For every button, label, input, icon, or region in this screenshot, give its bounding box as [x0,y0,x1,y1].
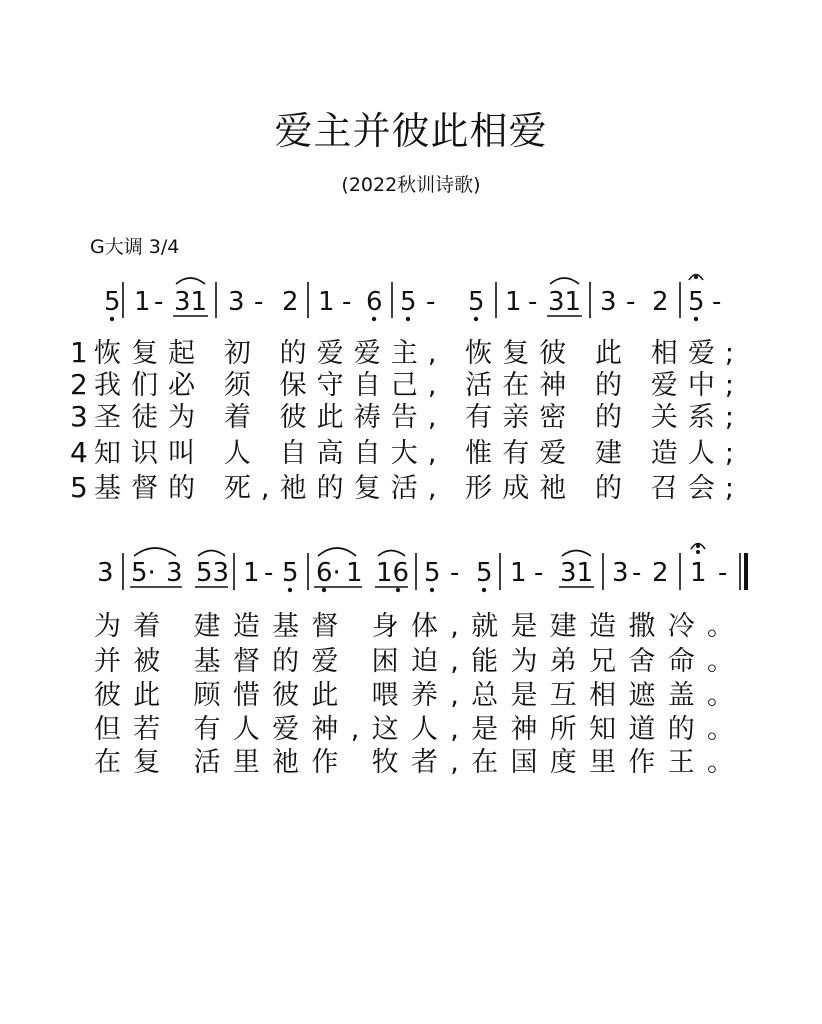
low-octave-dot [288,588,292,592]
note: 1 [318,287,335,317]
note: 3 [166,558,183,588]
note: 5 [400,287,417,317]
low-octave-dot [430,588,434,592]
low-octave-dot [694,317,698,321]
note: 1 [510,558,527,588]
fermata-dot [694,275,698,279]
fermata-dot [696,550,700,554]
note-dash: - [450,558,460,588]
low-octave-dot [372,317,376,321]
note: 6 [366,287,383,317]
note: 5 [468,287,485,317]
note: 3 [97,558,114,588]
song-title: 爱主并彼此相爱 [274,109,548,153]
low-octave-dot [474,317,478,321]
note-group: 31 [174,287,208,317]
note-dash: - [626,287,636,317]
lyric-line: 彼此 顾惜彼此 喂养,总是互相遮盖。 [94,680,734,711]
note: 2 [652,558,669,588]
note: 2 [652,287,669,317]
note-dash: - [528,287,538,317]
note-group: 31 [560,558,594,588]
verse-number: 1 [70,336,88,369]
lyric-line: 知识叫 人 自高自大, 惟有爱 建 造人; [94,438,734,469]
verse-number: 2 [70,368,88,401]
lyric-line: 并被 基督的爱 困迫,能为弟兄舍命。 [94,646,734,677]
lyric-line: 在复 活里祂作 牧者,在国度里作王。 [94,747,734,778]
lyrics-line-1 [70,336,734,504]
note: 5 [476,558,493,588]
note-dash: - [254,287,264,317]
high-octave-dot [696,544,700,548]
key-time-signature: G大调 3/4 [90,236,180,258]
note-dash: - [154,287,164,317]
note: 2 [282,287,299,317]
notation-line-2 [97,544,746,593]
lyric-line: 恢复起 初 的爱爱主, 恢复彼 此 相爱; [94,338,734,369]
tie-arc [378,551,405,557]
note: 3 [228,287,245,317]
lyric-line: 但若 有人爱神,这人,是神所知道的。 [94,714,734,745]
note: 3 [612,558,629,588]
tie-arc [176,278,205,284]
verse-number: 4 [70,436,88,469]
low-octave-dot [110,317,114,321]
note: 1 [505,287,522,317]
low-octave-dot [406,317,410,321]
note: 5 [282,558,299,588]
note-group: 53 [196,558,230,588]
tie-arc [198,551,225,557]
lyric-line: 为着 建造基督 身体,就是建造撒冷。 [94,611,734,642]
note-group: 16 [376,558,410,588]
note-group: 31 [548,287,582,317]
note-dash: - [426,287,436,317]
note: 1 [243,558,260,588]
note-dotted: 5· [131,558,156,588]
tie-arc [550,278,579,284]
lyric-line: 基督的 死,祂的复活, 形成祂 的 召会; [94,473,734,504]
verse-number: 5 [70,471,88,504]
tie-arc [562,551,591,557]
note-dash: - [718,558,728,588]
note-dotted: 6· [316,558,341,588]
song-subtitle: (2022秋训诗歌) [341,174,481,196]
note: 5 [424,558,441,588]
note: 5 [688,287,705,317]
note: 5 [104,287,121,317]
note-dash: - [342,287,352,317]
low-octave-dot [482,588,486,592]
note: 3 [600,287,617,317]
note: 1 [134,287,151,317]
lyric-line: 我们必 须 保守自己, 活在神 的 爱中; [94,370,734,401]
note-dash: - [712,287,722,317]
verse-number: 3 [70,400,88,433]
lyrics-line-2 [94,611,734,778]
low-octave-dot [396,588,400,592]
note-dash: - [264,558,274,588]
low-octave-dot [322,588,326,592]
note: 1 [690,558,707,588]
tie-arc [318,548,356,556]
lyric-line: 圣徒为 着 彼此祷告, 有亲密 的 关系; [94,402,734,433]
note: 1 [346,558,363,588]
note-dash: - [534,558,544,588]
tie-arc [134,548,176,556]
note-dash: - [632,558,642,588]
notation-line-1 [104,275,721,322]
